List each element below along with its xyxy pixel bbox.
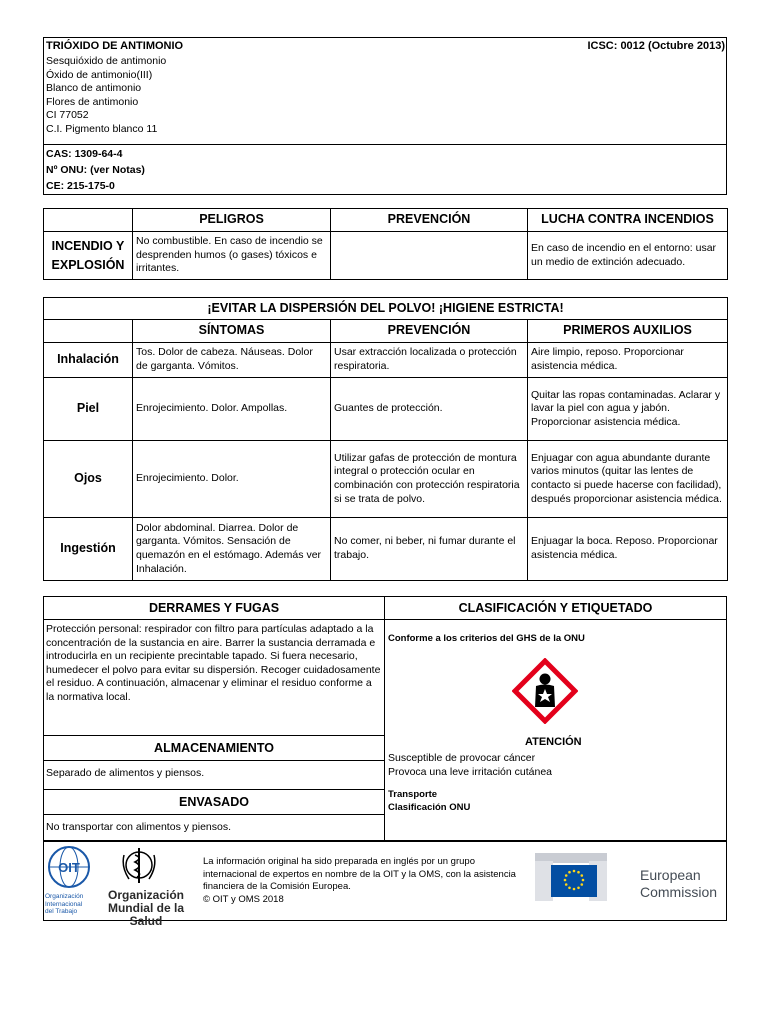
who-text (94, 889, 198, 928)
prevention-cell: Guantes de protección. (331, 378, 528, 441)
route-skin: Piel (44, 378, 133, 441)
prevention-cell: No comer, ni beber, ni fumar durante el trabajo. (331, 518, 528, 581)
synonym: Blanco de antimonio (46, 82, 142, 95)
synonym: C.I. Pigmento blanco 11 (46, 122, 158, 135)
prevention-cell: Usar extracción localizada o protección respiratoria. (331, 343, 528, 378)
cas-number: CAS: 1309-64-4 (46, 148, 123, 160)
european-commission-logo-icon (533, 851, 609, 903)
fire-hazard-cell: No combustible. En caso de incendio se desprenden humos (o gases) tóxicos e irritantes. (133, 232, 331, 280)
col-header-prevention: PREVENCIÓN (331, 320, 528, 343)
who-logo-icon (118, 845, 160, 885)
pictogram-head (540, 674, 551, 685)
prevention-cell: Utilizar gafas de protección de montura integral o protección ocular en combinación con protección respiratoria si se trata de polvo. (331, 441, 528, 518)
ec-building-shade (535, 861, 553, 901)
first-aid-cell: Enjuagar con agua abundante durante varios minutos (quitar las lentes de contacto si puede hacerse con facilidad), después proporcionar asistencia médica. (528, 441, 728, 518)
col-header-firefighting: LUCHA CONTRA INCENDIOS (528, 209, 728, 232)
synonym: CI 77052 (46, 109, 89, 122)
row-label-fire (44, 232, 133, 280)
un-number: Nº ONU: (ver Notas) (46, 164, 145, 176)
empty-header-cell (44, 320, 133, 343)
chemical-title: TRIÓXIDO DE ANTIMONIO (46, 40, 184, 52)
header-divider (43, 144, 727, 145)
first-aid-cell: Quitar las ropas contaminadas. Aclarar y lavar la piel con agua y jabón. Proporcionar asistencia médica. (528, 378, 728, 441)
hazard-statements (388, 751, 552, 779)
who-text-line: Mundial de la Salud (107, 901, 184, 928)
col-header-first-aid: PRIMEROS AUXILIOS (528, 320, 728, 343)
symptoms-cell: Enrojecimiento. Dolor. (133, 441, 331, 518)
first-aid-cell: Aire limpio, reposo. Proporcionar asistencia médica. (528, 343, 728, 378)
ilo-text-line: Organización (45, 893, 84, 900)
packaging-text: No transportar con alimentos y piensos. (46, 821, 232, 833)
ilo-text-line: del Trabajo (45, 908, 78, 915)
symptoms-cell: Tos. Dolor de cabeza. Náuseas. Dolor de garganta. Vómitos. (133, 343, 331, 378)
storage-heading: ALMACENAMIENTO (43, 735, 385, 761)
empty-header-cell (44, 209, 133, 232)
symptoms-cell: Enrojecimiento. Dolor. Ampollas. (133, 378, 331, 441)
first-aid-cell: Enjuagar la boca. Reposo. Proporcionar asistencia médica. (528, 518, 728, 581)
footer-info-text: La información original ha sido preparada en inglés por un grupo internacional de expertos en nombre de la OIT y la OMS, con la asistencia financiera de la Comisión Europea. (203, 856, 516, 892)
un-classification-label: Clasificación ONU (388, 802, 471, 813)
fire-table (43, 208, 728, 280)
packaging-heading: ENVASADO (43, 789, 385, 815)
ilo-text-line: Internacional (45, 900, 83, 908)
transport-label: Transporte (388, 789, 438, 800)
fire-prevention-cell (331, 232, 528, 280)
health-hazard-pictogram (512, 658, 578, 724)
route-ingestion: Ingestión (44, 518, 133, 581)
spills-text: Protección personal: respirador con filtro para partículas adaptado a la concentración de la sustancia en aire. Barrer la sustancia derramada e introducirla en un recipiente precintable tapado. Si fuera necesario, humedecer el polvo para evitar su dispersión. Recoger cuidadosamente el residuo. A continuación, almacenar y eliminar el residuo conforme a la normativa local. (46, 623, 381, 703)
hazard-statement: Susceptible de provocar cáncer (388, 752, 536, 764)
identifiers (46, 146, 145, 194)
fire-fighting-cell: En caso de incendio en el entorno: usar un medio de extinción adecuado. (528, 232, 728, 280)
footer-info (203, 856, 521, 906)
col-header-hazards: PELIGROS (133, 209, 331, 232)
footer-copyright: © OIT y OMS 2018 (203, 893, 284, 905)
col-header-symptoms: SÍNTOMAS (133, 320, 331, 343)
synonym: Sesquióxido de antimonio (46, 55, 167, 67)
icsc-number: ICSC: 0012 (Octubre 2013) (587, 40, 725, 52)
ilo-logo-icon (47, 845, 91, 889)
hazard-statement: Provoca una leve irritación cutánea (388, 766, 553, 778)
who-text-line: Organización (107, 888, 184, 902)
ec-text-line: Commission (640, 884, 718, 900)
row-label-line: INCENDIO Y (51, 238, 125, 253)
ec-number: CE: 215-175-0 (46, 180, 115, 192)
signal-word: ATENCIÓN (525, 736, 582, 748)
synonym: Flores de antimonio (46, 95, 139, 108)
synonyms-list (46, 55, 166, 137)
classification-heading: CLASIFICACIÓN Y ETIQUETADO (384, 596, 727, 620)
ghs-criteria: Conforme a los criterios del GHS de la ONU (388, 633, 585, 644)
symptoms-cell: Dolor abdominal. Diarrea. Dolor de garganta. Vómitos. Sensación de quemazón en el estómago. Además ver Inhalación. (133, 518, 331, 581)
route-eyes: Ojos (44, 441, 133, 518)
ilo-mark: OIT (58, 860, 80, 875)
ec-text-line: European (640, 867, 701, 883)
route-inhalation: Inhalación (44, 343, 133, 378)
storage-text: Separado de alimentos y piensos. (46, 767, 205, 779)
ilo-text (45, 893, 83, 916)
col-header-prevention: PREVENCIÓN (331, 209, 528, 232)
ec-text (640, 867, 717, 901)
who-serpent (135, 855, 140, 877)
spills-heading: DERRAMES Y FUGAS (43, 596, 385, 620)
row-label-line: EXPLOSIÓN (51, 257, 125, 272)
exposure-table (43, 297, 728, 581)
synonym: Óxido de antimonio(III) (46, 68, 153, 81)
exposure-banner: ¡EVITAR LA DISPERSIÓN DEL POLVO! ¡HIGIENE ESTRICTA! (44, 298, 728, 320)
